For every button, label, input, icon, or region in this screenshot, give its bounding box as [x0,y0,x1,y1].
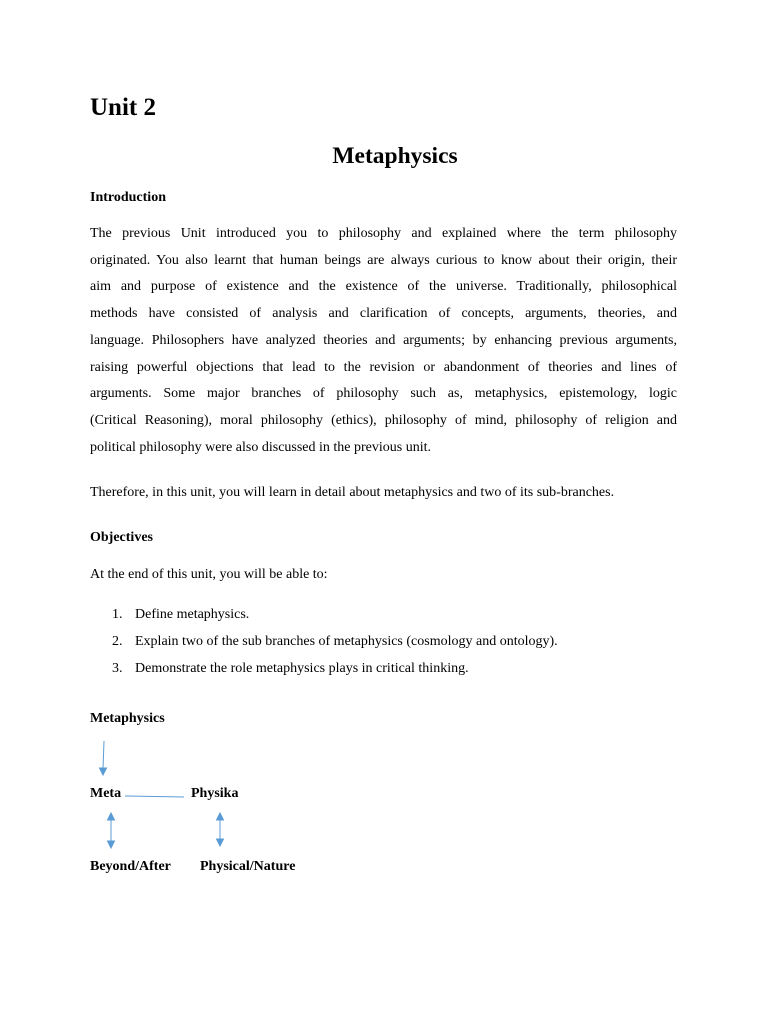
paragraph-line: political philosophy were also discussed in the previous unit. [90,439,432,455]
diagram-right-term: Physika [191,786,239,801]
diagram-right-meaning: Physical/Nature [200,859,296,874]
list-item-number: 3. [112,661,123,676]
introduction-paragraph [90,221,677,461]
down-arrow-icon [100,741,107,775]
list-item [90,601,558,628]
list-item-text: Explain two of the sub branches of metaphysics (cosmology and ontology). [135,634,558,649]
page-title: Metaphysics [332,143,458,169]
connector-line [125,796,184,797]
paragraph-line: aim and purpose of existence and the existence of the universe. Traditionally, philosophical [90,279,677,295]
list-item-text: Define metaphysics. [135,607,250,622]
list-item-text: Demonstrate the role metaphysics plays in critical thinking. [135,661,469,676]
paragraph-line: (Critical Reasoning), moral philosophy (ethics), philosophy of mind, philosophy of religion and [90,412,677,428]
introduction-heading: Introduction [90,190,166,205]
diagram-root-label: Metaphysics [90,711,165,726]
paragraph-line: methods have consisted of analysis and clarification of concepts, arguments, theories, and [90,306,677,322]
paragraph-line: originated. You also learnt that human beings are always curious to know about their origin, their [90,252,677,268]
diagram-left-term: Meta [90,786,122,801]
list-item [90,628,558,655]
double-arrow-icon [108,813,115,848]
unit-heading: Unit 2 [90,94,156,121]
list-item-number: 2. [112,634,123,649]
paragraph-line: language. Philosophers have analyzed theories and arguments; by enhancing previous arguments, [90,332,677,348]
objectives-list [90,601,558,682]
diagram-left-meaning: Beyond/After [90,859,171,874]
objectives-lead: At the end of this unit, you will be able to: [90,567,328,582]
paragraph-line: arguments. Some major branches of philosophy such as, metaphysics, epistemology, logic [90,386,677,402]
double-arrow-icon [217,813,224,846]
objectives-heading: Objectives [90,530,153,545]
introduction-conclusion: Therefore, in this unit, you will learn in detail about metaphysics and two of its sub-branches. [90,485,615,500]
paragraph-line: The previous Unit introduced you to philosophy and explained where the term philosophy [90,226,677,241]
list-item [90,655,558,682]
list-item-number: 1. [112,607,123,622]
paragraph-line: raising powerful objections that lead to the revision or abandonment of theories and lines of [90,359,677,375]
